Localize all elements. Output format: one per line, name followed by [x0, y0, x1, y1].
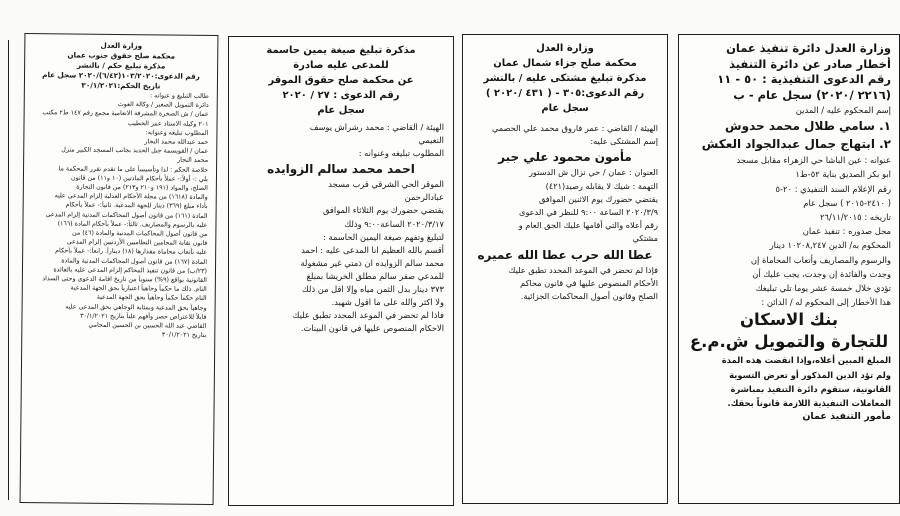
complainant-name: عطا الله حرب عطا الله عميره [477, 247, 653, 262]
body-line: عمان / ش الصخرة المشرفة الانعامية مجمع رقم ١٤٧ ط٢ مكتب [42, 109, 209, 119]
complainant-label: إسم المشتكى عليه: [590, 136, 658, 147]
notice-south-amman-court [20, 33, 219, 505]
header-line: سجل عام [317, 105, 365, 116]
header-line: (٢٢١٦ /٢٠٢٠) سجل عام - ب [733, 87, 891, 102]
body-line: وجدت والفائدة إن وجدت، يجب عليك أن [752, 268, 891, 279]
body-line: القانونية بواقع (٩%) سنوياً من تاريخ اقامة الدعوى وحتى السداد [42, 275, 207, 284]
defendant-name: مأمون محمود علي جبر [498, 150, 632, 165]
body-line: لتبليغ وتفهم صيغة اليمين الحاسمة : [323, 231, 444, 242]
body-line: المادة (١٦١) من قانون أصول المحاكمات المدنية إلزام المدعى [45, 210, 208, 220]
body-line: للمدعي صقر سالم مطلق الخريشا بمبلغ [306, 270, 444, 281]
body-line: التام حكماً حكماً وجاهياً بحق الجهة المدعية [96, 294, 207, 303]
body-line: القانونية، ستقوم دائرة التنفيذ بمباشرة [730, 383, 891, 394]
execution-officer: مأمور التنفيذ عمان [802, 411, 891, 423]
body-line: العنوان : عمان / حي نزال ش الدستور [528, 167, 658, 178]
body-line: ولا اكثر والله على ما اقول شهيد. [331, 297, 444, 308]
header-line: وزارة العدل [100, 40, 143, 51]
body-line: من قانون أصول المحاكمات المدنية والمادة (٤٦) من [72, 229, 208, 238]
body-line: والمادة (١٦١٨) من مجلة الأحكام العدلية إلزام المدعى عليه [54, 192, 208, 202]
body-line: يقتضي حضورك يوم الاثنين الموافق [538, 193, 658, 204]
notice-amman-execution [678, 34, 900, 504]
body-line: المعاملات التنفيذية اللازمة قانوناً بحقك. [727, 398, 891, 409]
header-line: محكمة صلح حقوق جنوب عمان [67, 50, 176, 61]
body-line: محمد النجار [177, 157, 209, 165]
judge-line-2: النعيمي [418, 135, 444, 146]
wanted-label: المطلوب تبليغه وعنوانه : [358, 148, 444, 159]
header-line: عن محكمة صلح حقوق الموقر [268, 75, 414, 86]
notice-north-amman-criminal [462, 34, 668, 504]
body-line: ٢٠٢٠/٣/٩ الساعة ٩:٠٠ للنظر في الدعوى [519, 207, 658, 218]
body-line: رقم الإعلام السند التنفيذي : ٢٠-٥ [775, 183, 891, 194]
body-line: يلي :- أولاً:- عملاً بأحكام المادتين (١٠ و١١) من قانون [70, 174, 208, 183]
body-line: عليه بالرسوم والمصاريف. ثالثاً:- عملاً بأحكام المادة (١٦٦) [57, 220, 208, 229]
body-line: ابو بكر الصديق بناية ٥٢-ط١ [795, 169, 891, 180]
creditor-name: للتجارة والتمويل ش.م.ع [689, 332, 889, 352]
body-line: المادة (١٦٧) من قانون أصول المحاكمات المدنية والمادة [61, 257, 208, 266]
header-line: وزارة العدل [536, 43, 594, 54]
body-line: ( ٢٤١٠-٢٠١٥ ) سجل عام [803, 197, 891, 208]
header-line: أخطار صادر عن دائرة التنفيذ [729, 56, 891, 71]
header-line: تاريخ الحكم:٣٠/١/٢٠٢١ [81, 80, 161, 91]
body-line: عمان / القويسمة جبل الحديد بجانب المسجد الكبير منزل [61, 146, 209, 156]
body-line: وجاهياً بحق المدعية وبمثابة الوجاهي بحق المدعى عليه [65, 303, 207, 312]
header-line: رقم الدعوى : ٢٧ / ٢٠٢٠ [282, 90, 400, 101]
body-line: (٢٣/ب) من قانون تنفيذ المحاكم إلزام المدعى عليه بالفائدة [53, 266, 208, 275]
body-line: بتاريخ ٣٠/١/٢٠٢١ [161, 331, 207, 340]
body-line: المحكوم به/ الدين ١٠٢٠٨,٢٤٧ دينار [769, 240, 891, 251]
body-line: إسم المحكوم عليه / المدين [795, 105, 891, 115]
body-line: رقم أعلاه والتي أقامها عليك الحق العام و [518, 220, 658, 231]
body-line: قابلاً للاعتراض حصر وأفهم علناً بتاريخ ٣٠/١/٢٠٢١ [80, 312, 207, 321]
body-line: عليه بأتعاب محاماة مقدارها (١٨) ديناراً. رابعاً:- عملاً بأحكام [55, 247, 208, 257]
body-line: الصلح وقانون أصول المحاكمات الجزائية. [520, 291, 658, 302]
header-line: رقم الدعوى التنفيذية : ٥٠ - ١١ [717, 72, 891, 86]
body-line: الصلح، والمواد (١٩١ و٢١٠ و٢١٣) من قانون التجارة [76, 183, 208, 192]
body-line: المبلغ المبين أعلاه،وإذا انقضت هذه المدة [721, 355, 891, 366]
header-line: مذكرة تبليغ حكم / بالنشر [76, 60, 166, 71]
body-line: ٢٠١ وكيله الاستاذ عمر الخطيب [127, 119, 209, 128]
body-line: الموقر الحي الشرقي قرب مسجد [328, 179, 444, 190]
header-line: سجل عام [541, 103, 589, 114]
body-line: ٢٠٢٠/٣/١٧ الساعة٩:٠٠ وذلك [344, 218, 444, 229]
body-line: طالب التبليغ و عنوانه : [149, 92, 209, 100]
body-line: الاحكام المنصوص عليها في قانون البينات. [300, 323, 444, 334]
creditor-name: بنك الاسكان [739, 310, 839, 330]
body-line: محل صدوره : تنفيذ عمان [802, 226, 891, 237]
body-line: أقسم بالله العظيم انا المدعى عليه : احمد [301, 244, 444, 255]
body-line: عبادالرحمن [404, 192, 444, 203]
body-line: فإذا لم تحضر في الموعد المحدد تطبق عليك [508, 264, 658, 275]
header-line: محكمة صلح جزاء شمال عمان [493, 58, 637, 69]
header-line: مذكرة تبليغ مشتكى عليه / بالنشر [483, 73, 647, 84]
body-line: التام. ذلك ما حكماً وجاهياً اعتبارياً بحق الجهة المدعية [70, 284, 207, 294]
body-line: مشتكي [632, 233, 658, 244]
body-line: يقتضي حضورك يوم الثلاثاء الموافق [323, 205, 444, 216]
header-line: مذكرة تبليغ صيغة يمين حاسمة [266, 45, 416, 56]
header-line: رقم الدعوى:١٠٣/٢٠٢٠(٦/٤٢)/٢٠٢٠ سجل عام [42, 70, 200, 81]
body-line: قانون نقابة المحامين النظاميين الأردنيين إلزام المدعى [66, 238, 208, 248]
body-line: الأحكام المنصوص عليها في قانون محاكم [520, 277, 658, 288]
body-line: حمد عبدالله محمد النجار [144, 138, 209, 146]
body-line: ولم تؤد الدين المذكور أو تعرض التسوية [729, 369, 891, 380]
debtor-name: ٢. ابتهاج جمال عبدالجواد العكش [701, 137, 891, 152]
body-line: بأداء مبلغ (٣٦٩) دينار للجهة المدعية. ثانياً:- عملاً بأحكام [65, 201, 208, 211]
body-line: المطلوب تبليغه وعنوانه: [145, 129, 209, 137]
body-line: تؤدي خلال خمسة عشر يوما تلي تبليغك [755, 283, 891, 294]
body-line: تاريخه : ٢٦/١١/٢٠١٥ [820, 212, 891, 223]
body-line: والرسوم والمصاريف وأتعاب المحاماة إن [750, 254, 891, 265]
body-line: دائرة التمويل الصغير / وكالة الغوث [117, 101, 209, 110]
wanted-name: احمد محمد سالم الزوايده [267, 162, 415, 177]
judge-line: الهيئة / القاضي : محمد رشراش يوسف [309, 122, 444, 132]
body-line: فاذا لم تحضر في الموعد المحدد تطبق عليك [292, 310, 444, 321]
notice-muwaqqar-oath [228, 36, 454, 506]
header-line: وزارة العدل دائرة تنفيذ عمان [726, 41, 891, 55]
body-line: هذا الأخطار إلى المحكوم له / الدائن : [761, 297, 891, 308]
cropped-column-edge [0, 40, 9, 500]
debtor-name: ١. سامي طلال محمد حدوش [725, 119, 891, 134]
body-line: التهمة : شيك لا يقابله رصيد(٤٢١) [545, 180, 658, 191]
body-line: ٣٧٣ دينار بدل الثمن مياه وإلا اقل من ذلك [301, 284, 444, 295]
body-line: محمد سالم الزوايده ان ذمتي غير مشغولة [300, 257, 444, 268]
header-line: رقم الدعوى:٣٠٥ - ( ٤٣١ /٢٠٢٠ ) [485, 88, 645, 99]
body-line: خلاصة الحكم : لذا وتأسيساً على ما تقدم نقرر المحكمة ما [58, 164, 209, 174]
header-line: للمدعى عليه صادرة [293, 60, 389, 71]
body-line: عنوانه : عين الباشا حي الزهراء مقابل مسجد [736, 155, 891, 166]
body-line: القاضي عبد الله الحسين بن الحسين المحامي [88, 321, 207, 330]
judge-line: الهيئة / القاضي : عمر فاروق محمد علي الحصمي [491, 123, 658, 133]
